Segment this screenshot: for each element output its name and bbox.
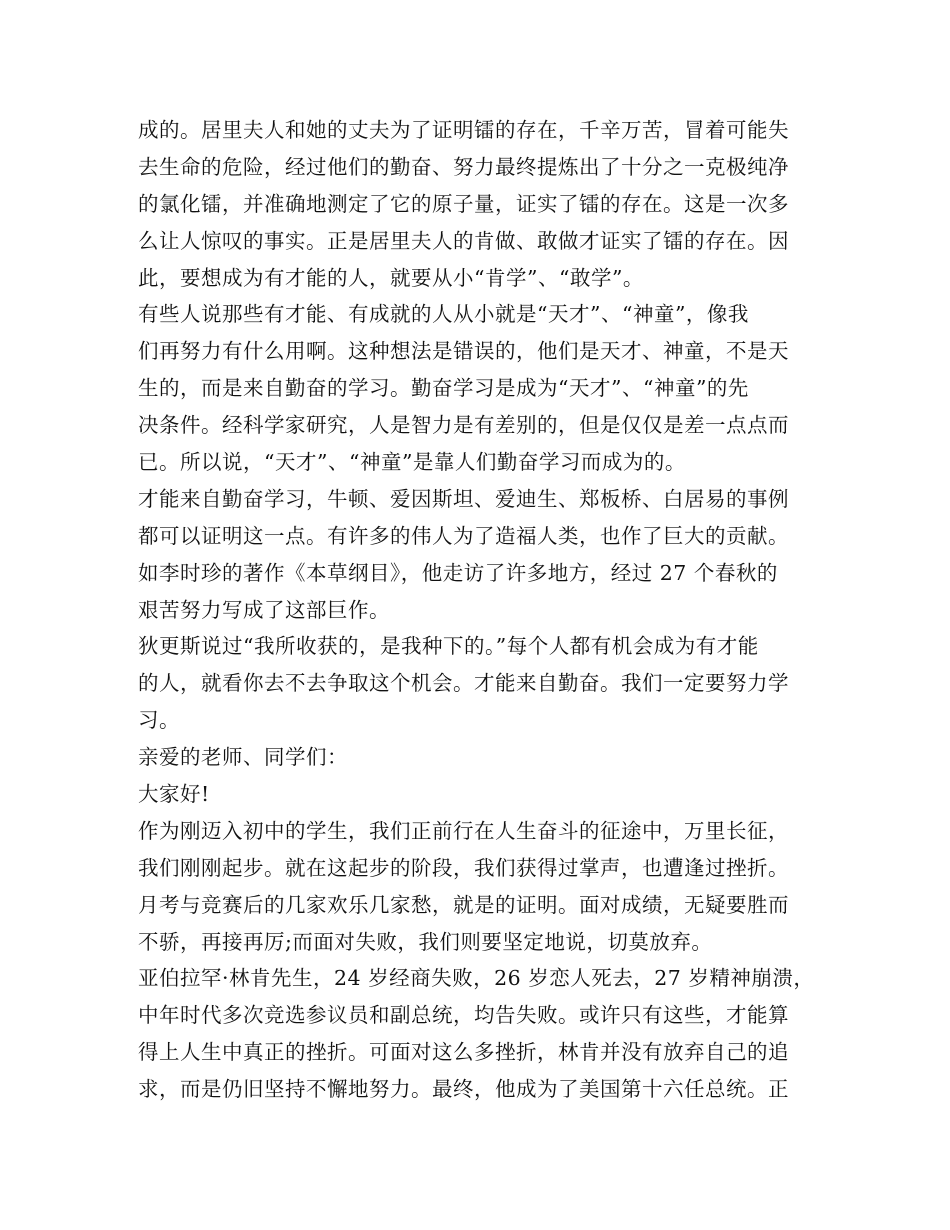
text-line: 中年时代多次竞选参议员和副总统，均告失败。或许只有这些，才能算 bbox=[138, 1003, 789, 1028]
text-line: 决条件。经科学家研究，人是智力是有差别的，但是仅仅是差一点点而 bbox=[138, 413, 789, 438]
text-line: 习。 bbox=[138, 708, 180, 733]
text-line: 都可以证明这一点。有许多的伟人为了造福人类，也作了巨大的贡献。 bbox=[138, 523, 789, 548]
text-line: 亲爱的老师、同学们： bbox=[138, 745, 348, 770]
document-body bbox=[138, 112, 828, 1108]
text-line: 的人，就看你去不去争取这个机会。才能来自勤奋。我们一定要努力学 bbox=[138, 671, 789, 696]
text-line: 艰苦努力写成了这部巨作。 bbox=[138, 597, 390, 622]
text-line: 我们刚刚起步。就在这起步的阶段，我们获得过掌声，也遭逢过挫折。 bbox=[138, 855, 789, 880]
text-line: 不骄，再接再厉;而面对失败，我们则要坚定地说，切莫放弃。 bbox=[138, 929, 713, 954]
text-line: 此，要想成为有才能的人，就要从小“肯学”、“敢学”。 bbox=[138, 265, 644, 290]
text-line: 求，而是仍旧坚持不懈地努力。最终，他成为了美国第十六任总统。正 bbox=[138, 1077, 789, 1102]
text-line: 狄更斯说过“我所收获的，是我种下的。”每个人都有机会成为有才能 bbox=[138, 634, 759, 659]
text-line: 大家好! bbox=[138, 782, 210, 807]
text-line: 亚伯拉罕·林肯先生，24 岁经商失败，26 岁恋人死去，27 岁精神崩溃， bbox=[138, 966, 815, 991]
text-line: 作为刚迈入初中的学生，我们正前行在人生奋斗的征途中，万里长征， bbox=[138, 818, 789, 843]
text-line: 才能来自勤奋学习，牛顿、爱因斯坦、爱迪生、郑板桥、白居易的事例 bbox=[138, 486, 789, 511]
text-line: 得上人生中真正的挫折。可面对这么多挫折，林肯并没有放弃自己的追 bbox=[138, 1040, 789, 1065]
text-line: 成的。居里夫人和她的丈夫为了证明镭的存在，千辛万苦，冒着可能失 bbox=[138, 118, 789, 142]
text-line: 么让人惊叹的事实。正是居里夫人的肯做、敢做才证实了镭的存在。因 bbox=[138, 228, 789, 253]
text-line: 月考与竞赛后的几家欢乐几家愁，就是的证明。面对成绩，无疑要胜而 bbox=[138, 892, 789, 917]
text-line: 如李时珍的著作《本草纲目》，他走访了许多地方，经过 27 个春秋的 bbox=[138, 560, 778, 585]
text-line: 的氯化镭，并准确地测定了它的原子量，证实了镭的存在。这是一次多 bbox=[138, 191, 789, 216]
text-line: 们再努力有什么用啊。这种想法是错误的，他们是天才、神童，不是天 bbox=[138, 339, 789, 364]
text-line: 已。所以说，“天才”、“神童”是靠人们勤奋学习而成为的。 bbox=[138, 450, 686, 475]
text-line: 有些人说那些有才能、有成就的人从小就是“天才”、“神童”，像我 bbox=[138, 302, 749, 327]
text-line: 生的，而是来自勤奋的学习。勤奋学习是成为“天才”、“神童”的先 bbox=[138, 376, 749, 401]
text-line: 去生命的危险，经过他们的勤奋、努力最终提炼出了十分之一克极纯净 bbox=[138, 154, 789, 179]
